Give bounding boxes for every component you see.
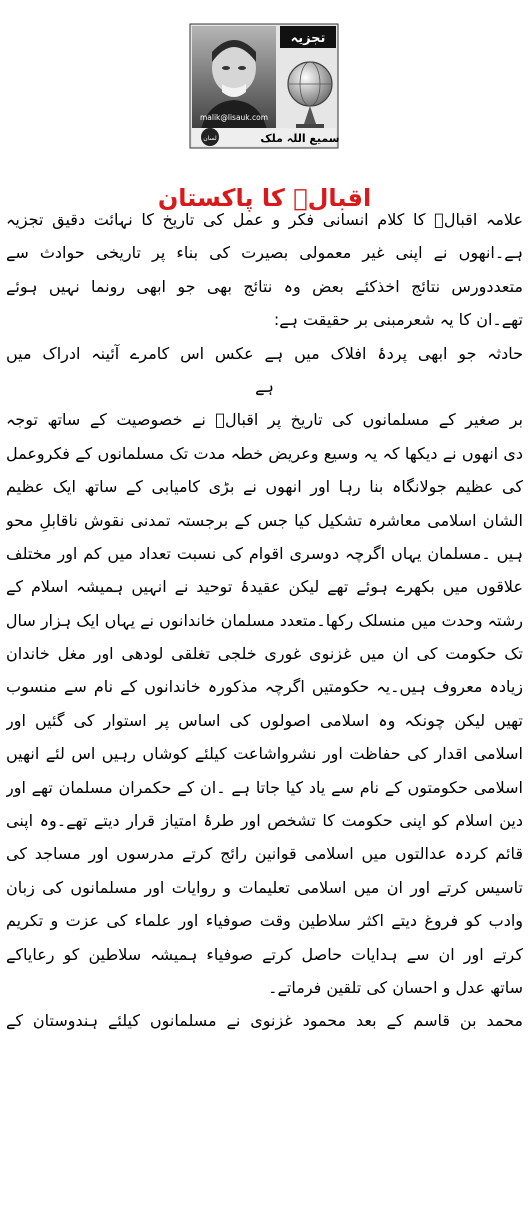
article-title: اقبالؒ کا پاکستان [157,184,372,213]
text-line: زیادہ معروف ہیں۔یہ حکومتیں اگرچہ مذکورہ خاندانوں کے نام سے منسوب [6,677,523,697]
poetry-line: حادثہ جو ابھی پردۂ افلاک میں ہے عکس اس کامرے آئینہ ادراک میں [6,343,523,363]
logo-badge [201,128,219,146]
author-email: malik@lisauk.com [199,113,269,122]
header-graphic [188,22,340,150]
text-line: علامہ اقبالؒ کا کلام انسانی فکر و عمل کی تاریخ کا نہائت دقیق تجزیہ [6,210,523,229]
text-line: ہیں ۔مسلمان یہاں اگرچہ دوسری اقوام کی نسبت تعداد میں کم اور مختلف [6,543,523,563]
text-line: تاسیس کرتے اور ان میں اسلامی تعلیمات و روایات اور مسلمانوں کی زبان [6,877,523,897]
text-line: محمد بن قاسم کے بعد محمود غزنوی نے مسلمانوں کیلئے ہندوستان کے [6,1011,523,1031]
poetry-line-end: ہے [255,376,274,396]
text-line: تھیں لیکن چونکہ وہ اسلامی اصولوں کی اساس پر استوار کی گئیں اور [6,710,523,730]
text-line: دین اسلام کو اپنی حکومت کا تشخص اور طرۂ امتیاز قرار دیتے تھے۔وہ اپنی [6,811,523,831]
text-line: رشتہ وحدت میں منسلک رکھا۔متعدد مسلمان خاندانوں نے یہاں ایک ہزار سال [6,610,523,630]
header-badge: تجزیہ [290,31,326,46]
svg-text:لسان: لسان [203,135,217,142]
author-name: سمیع اللہ ملک [260,132,340,145]
text-line: کی عظیم جولانگاہ بنا رہا اور انھوں نے بڑی کامیابی کے ساتھ ایک عظیم [6,477,523,497]
text-line: کرتے اور ان سے ہدایات حاصل کرتے صوفیاء ہمیشہ سلاطین کو رعایاکے [6,944,523,964]
text-line: الشان اسلامی معاشرہ تشکیل کیا جس کے برجستہ تمدنی نقوش ناقابلِ محو [6,510,523,530]
text-line: ساتھ عدل و احسان کی تلقین فرماتے۔ [268,977,523,997]
text-line: تک حکومت کی ان میں غزنوی غوری خلجی تغلقی لودھی اور مغل خاندان [6,644,523,664]
text-line: ہے۔انھوں نے اپنی غیر معمولی بصیرت کی بناء پر تاریخی حوادث سے [6,243,523,263]
article-body [6,203,523,1038]
text-line: دی انھوں نے دیکھا کہ یہ وسیع وعریض خطہ مدت تک مسلمانوں کے فکروعمل [6,443,523,463]
text-line: اسلامی حکومتوں کے نام سے یاد کیا جاتا ہے ۔ان کے حکمران مسلمان تھے اور [6,777,523,797]
text-line: متعددورس نتائج اخذکئے بعض وہ نتائج بھی جو ابھی رونما نہیں ہوئے [6,276,523,296]
text-line: وادب کو فروغ دیتے اکثر سلاطین وقت صوفیاء اور علماء کی عزت و تکریم [6,911,523,931]
text-line: قائم کردہ عدالتوں میں اسلامی قوانین رائج کرتے مدرسوں اور مساجد کی [6,844,523,864]
text-line: تھے۔ان کا یہ شعرمبنی بر حقیقت ہے: [273,310,523,330]
text-line: اسلامی اقدار کی حفاظت اور نشرواشاعت کیلئے کوشاں رہیں اس لئے انھیں [6,744,523,764]
text-line: علاقوں میں بکھرے ہوئے تھے لیکن عقیدۂ توحید نے انہیں ہمیشہ اسلام کے [6,577,523,597]
text-line: بر صغیر کے مسلمانوں کی تاریخ پر اقبالؒ نے خصوصیت کے ساتھ توجہ [6,410,523,430]
